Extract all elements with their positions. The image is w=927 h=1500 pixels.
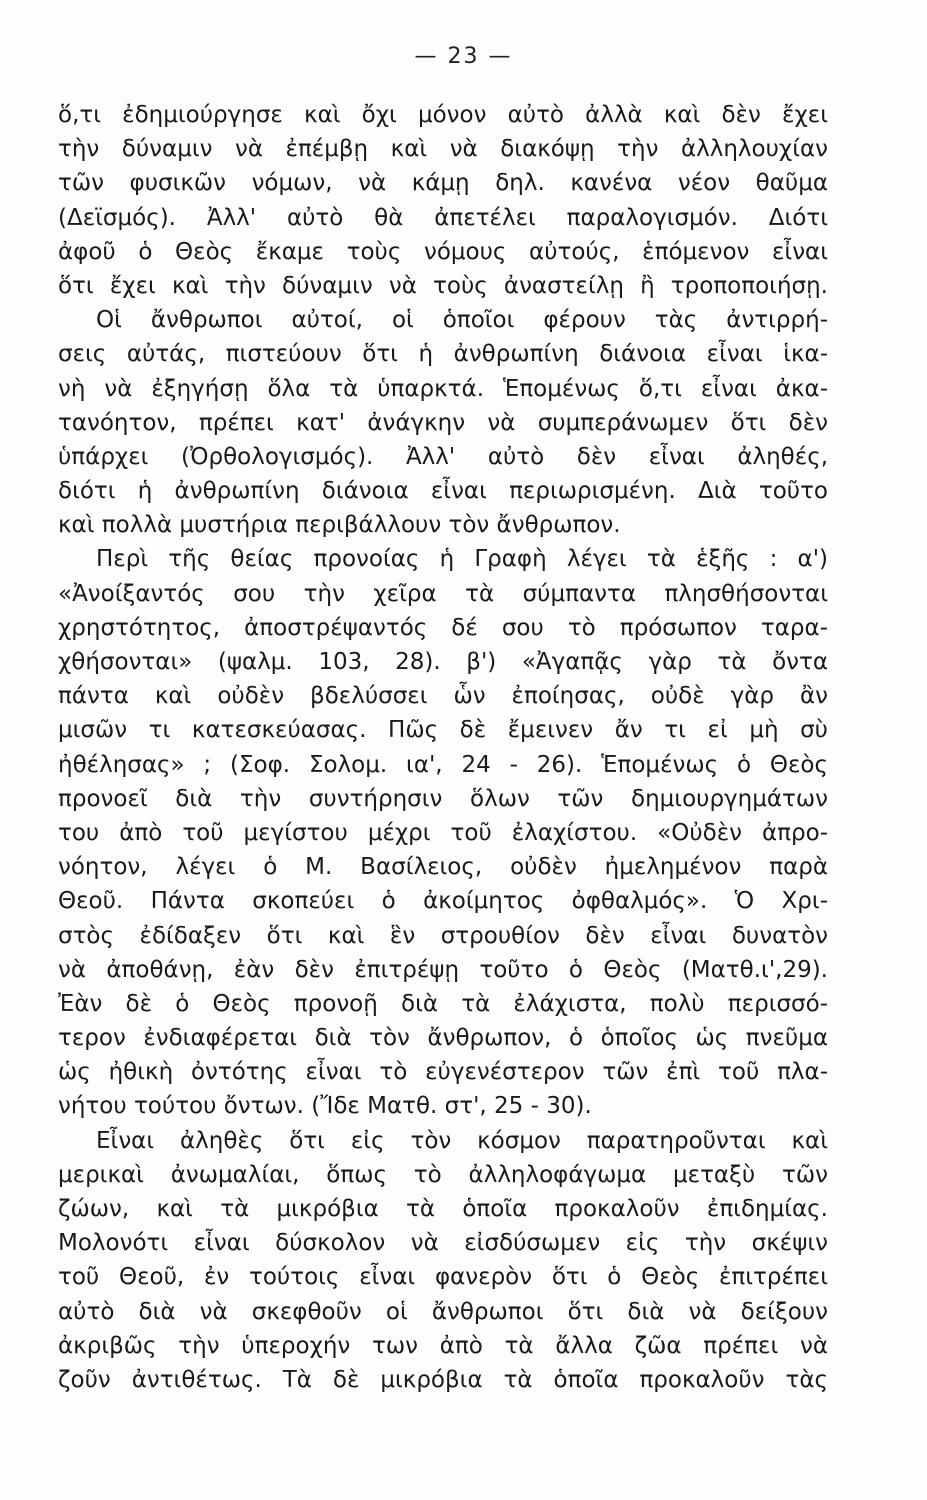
text-line: Οἱ ἄνθρωποι αὐτοί, οἱ ὁποῖοι φέρουν τὰς ἀντιρρή- xyxy=(96,307,828,334)
text-line: νὰ ἀποθάνῃ, ἐὰν δὲν ἐπιτρέψῃ τοῦτο ὁ Θεὸς (Ματθ.ι',29). xyxy=(58,956,828,983)
text-line: μισῶν τι κατεσκεύασας. Πῶς δὲ ἔμεινεν ἄν τι εἰ μὴ σὺ xyxy=(58,717,828,744)
text-line: Εἶναι ἀληθὲς ὅτι εἰς τὸν κόσμον παρατηροῦνται καὶ xyxy=(96,1127,828,1154)
text-line: ὅ,τι ἐδημιούργησε καὶ ὄχι μόνον αὐτὸ ἀλλὰ καὶ δὲν ἔχει xyxy=(58,102,828,128)
text-line: σεις αὐτάς, πιστεύουν ὅτι ἡ ἀνθρωπίνη διάνοια εἶναι ἱκα- xyxy=(58,341,828,368)
body-text xyxy=(58,98,828,1397)
text-line: μερικαὶ ἀνωμαλίαι, ὅπως τὸ ἀλληλοφάγωμα μεταξὺ τῶν xyxy=(58,1161,828,1188)
page-number: — 23 — xyxy=(414,44,513,69)
text-line: Ἐὰν δὲ ὁ Θεὸς προνοῇ διὰ τὰ ἐλάχιστα, πολὺ περισσό- xyxy=(58,990,828,1017)
text-line: τῶν φυσικῶν νόμων, νὰ κάμῃ δηλ. κανένα νέον θαῦμα xyxy=(58,170,828,197)
text-line: του ἀπὸ τοῦ μεγίστου μέχρι τοῦ ἐλαχίστου. «Οὐδὲν ἀπρο- xyxy=(58,819,828,846)
text-line: τανόητον, πρέπει κατ' ἀνάγκην νὰ συμπεράνωμεν ὅτι δὲν xyxy=(58,409,828,436)
text-line: τερον ἐνδιαφέρεται διὰ τὸν ἄνθρωπον, ὁ ὁποῖος ὡς πνεῦμα xyxy=(58,1025,828,1052)
text-line: χρηστότητος, ἀποστρέψαντός δέ σου τὸ πρόσωπον ταρα- xyxy=(58,614,828,641)
text-line: τὴν δύναμιν νὰ ἐπέμβῃ καὶ νὰ διακόψῃ τὴν ἀλληλουχίαν xyxy=(58,136,828,163)
text-line: (Δεϊσμός). Ἀλλ' αὐτὸ θὰ ἀπετέλει παραλογισμόν. Διότι xyxy=(58,204,828,231)
text-line: ἠθέλησας» ; (Σοφ. Σολομ. ια', 24 - 26). Ἑπομένως ὁ Θεὸς xyxy=(58,751,828,778)
text-line: «Ἀνοίξαντός σου τὴν χεῖρα τὰ σύμπαντα πλησθήσονται xyxy=(58,580,828,607)
text-line: καὶ πολλὰ μυστήρια περιβάλλουν τὸν ἄνθρωπον. xyxy=(58,512,621,539)
text-line: στὸς ἐδίδαξεν ὅτι καὶ ἓν στρουθίον δὲν εἶναι δυνατὸν xyxy=(58,922,828,949)
text-line: Μολονότι εἶναι δύσκολον νὰ εἰσδύσωμεν εἰς τὴν σκέψιν xyxy=(58,1230,828,1257)
text-line: Περὶ τῆς θείας προνοίας ἡ Γραφὴ λέγει τὰ ἑξῆς : α') xyxy=(96,546,828,573)
text-line: χθήσονται» (ψαλμ. 103, 28). β') «Ἀγαπᾷς γὰρ τὰ ὄντα xyxy=(58,649,828,675)
text-line: ὅτι ἔχει καὶ τὴν δύναμιν νὰ τοὺς ἀναστείλῃ ἢ τροποποιήσῃ. xyxy=(58,272,828,299)
text-line: πάντα καὶ οὐδὲν βδελύσσει ὧν ἐποίησας, οὐδὲ γὰρ ἂν xyxy=(58,683,828,710)
text-line: ζοῦν ἀντιθέτως. Τὰ δὲ μικρόβια τὰ ὁποῖα προκαλοῦν τὰς xyxy=(58,1366,828,1393)
text-line: ἀκριβῶς τὴν ὑπεροχήν των ἀπὸ τὰ ἄλλα ζῶα πρέπει νὰ xyxy=(58,1332,828,1359)
text-line: ἀφοῦ ὁ Θεὸς ἔκαμε τοὺς νόμους αὐτούς, ἑπόμενον εἶναι xyxy=(58,238,828,265)
text-line: ὑπάρχει (Ὀρθολογισμός). Ἀλλ' αὐτὸ δὲν εἶναι ἀληθές, xyxy=(58,443,828,470)
text-line: νὴ νὰ ἐξηγήσῃ ὅλα τὰ ὑπαρκτά. Ἑπομένως ὅ,τι εἶναι ἀκα- xyxy=(58,375,828,402)
text-line: νόητον, λέγει ὁ Μ. Βασίλειος, οὐδὲν ἠμελημένον παρὰ xyxy=(58,854,828,881)
text-line: ὡς ἠθικὴ ὀντότης εἶναι τὸ εὐγενέστερον τῶν ἐπὶ τοῦ πλα- xyxy=(58,1059,828,1086)
text-line: τοῦ Θεοῦ, ἐν τούτοις εἶναι φανερὸν ὅτι ὁ Θεὸς ἐπιτρέπει xyxy=(58,1264,828,1291)
text-line: νήτου τούτου ὄντων. (Ἴδε Ματθ. στ', 25 - 30). xyxy=(58,1093,592,1120)
text-line: αὐτὸ διὰ νὰ σκεφθοῦν οἱ ἄνθρωποι ὅτι διὰ νὰ δείξουν xyxy=(58,1298,828,1325)
text-line: προνοεῖ διὰ τὴν συντήρησιν ὅλων τῶν δημιουργημάτων xyxy=(58,785,828,812)
text-line: ζώων, καὶ τὰ μικρόβια τὰ ὁποῖα προκαλοῦν ἐπιδημίας. xyxy=(58,1196,828,1222)
text-line: Θεοῦ. Πάντα σκοπεύει ὁ ἀκοίμητος ὀφθαλμός». Ὁ Χρι- xyxy=(58,888,828,915)
text-line: διότι ἡ ἀνθρωπίνη διάνοια εἶναι περιωρισμένη. Διὰ τοῦτο xyxy=(58,478,828,505)
